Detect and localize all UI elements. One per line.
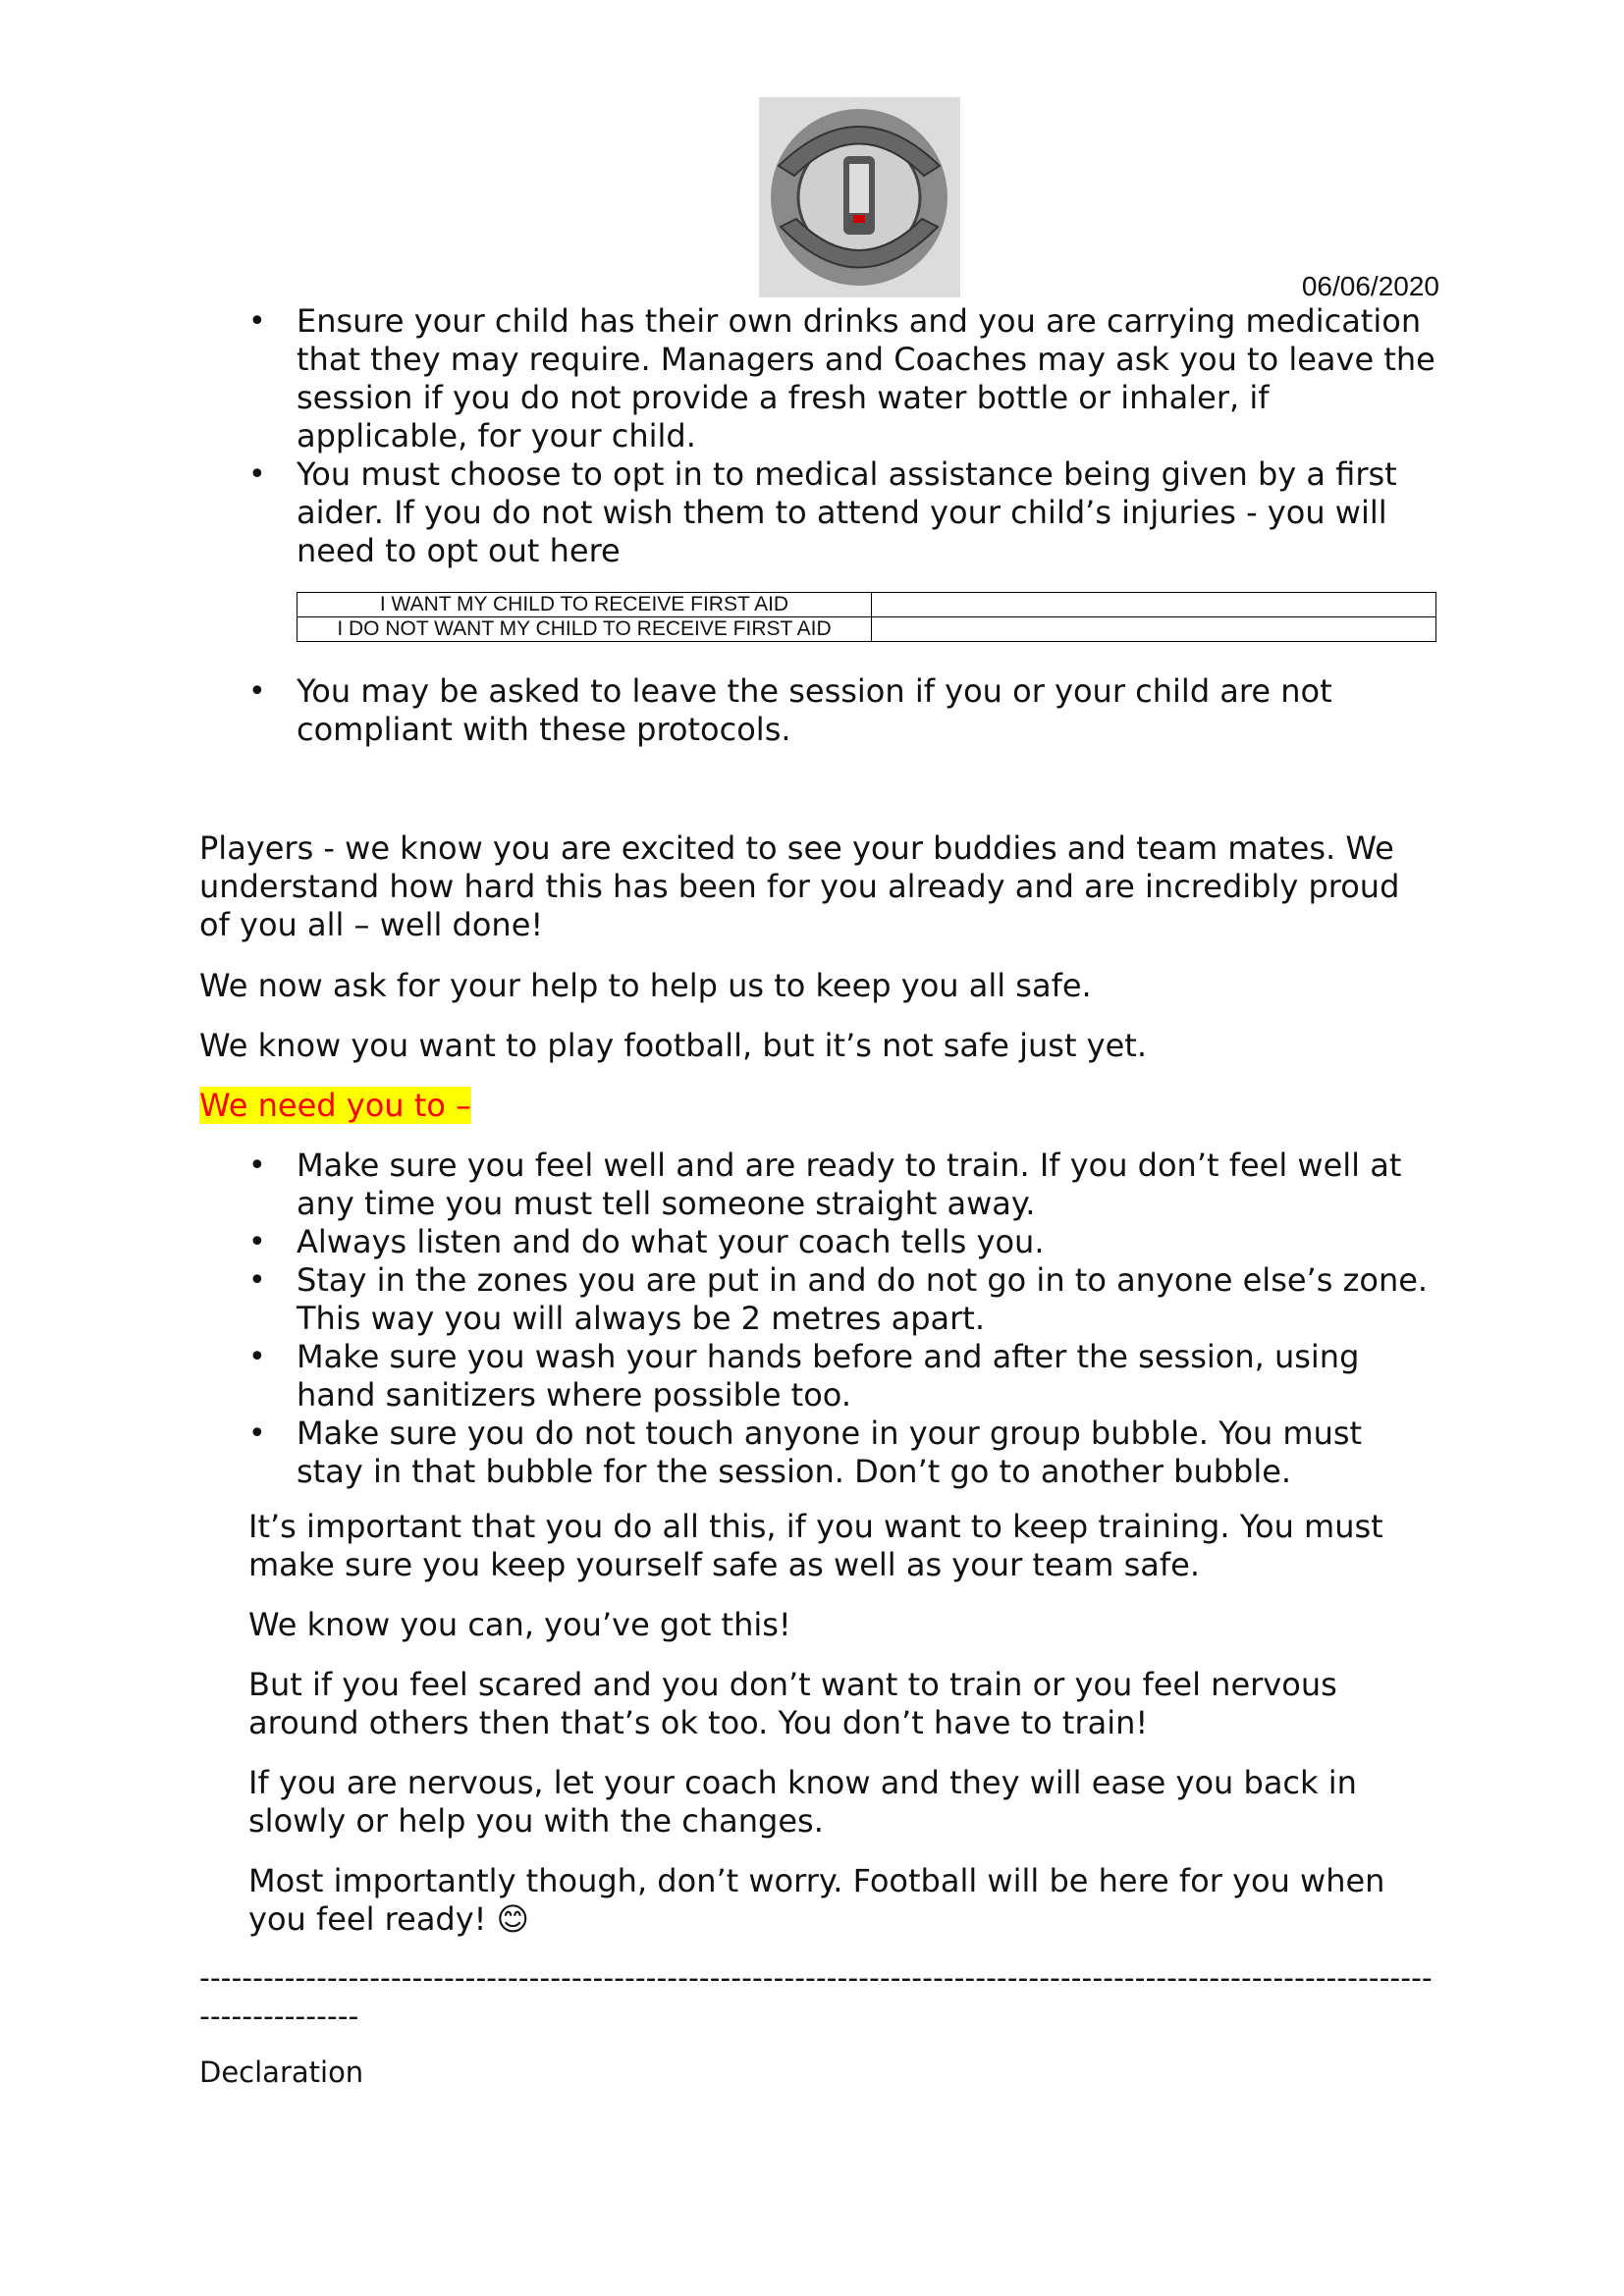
players-worry: Most importantly though, don’t worry. Football will be here for you when you feel ready! 😊 (248, 1862, 1385, 1938)
players-can: We know you can, you’ve got this! (248, 1606, 791, 1643)
need-heading (199, 1087, 1437, 1125)
list-item: • Make sure you wash your hands before and after the session, using hand sanitizers where possible too. (248, 1338, 1360, 1414)
bullet-icon: • (248, 457, 266, 492)
players-nervous: If you are nervous, let your coach know and they will ease you back in slowly or help you with the changes. (248, 1764, 1357, 1840)
bullet-icon: • (248, 1263, 266, 1298)
table-row (298, 617, 1436, 642)
players-intro: Players - we know you are excited to see your buddies and team mates. We understand how hard this has been for you already and are incredibly proud of you all – well done! (199, 829, 1400, 943)
bullet-icon: • (248, 1416, 266, 1451)
club-logo (759, 97, 960, 297)
compliance-bullet-list (0, 672, 1624, 749)
highlighted-heading: We need you to – (199, 1087, 472, 1124)
separator-line: ----------------------------------------------------------------------------------------------------------------------------------- (199, 1961, 1433, 2034)
first-aid-opt-in-label: I WANT MY CHILD TO RECEIVE FIRST AID (298, 593, 872, 617)
list-item: • Stay in the zones you are put in and do not go in to anyone else’s zone. This way you will always be 2 metres apart. (248, 1261, 1429, 1337)
list-item: • Make sure you do not touch anyone in your group bubble. You must stay in that bubble for the session. Don’t go to another bubble. (248, 1415, 1363, 1490)
bullet-icon: • (248, 1148, 266, 1183)
players-not-safe: We know you want to play football, but it’s not safe just yet. (199, 1027, 1147, 1064)
bullet-icon: • (248, 674, 266, 709)
players-scared: But if you feel scared and you don’t want to train or you feel nervous around others then that’s ok too. You don’t have to train! (248, 1666, 1337, 1741)
first-aid-consent-table (297, 592, 1436, 642)
list-item: • You may be asked to leave the session if you or your child are not compliant with these protocols. (248, 672, 1332, 748)
list-item: • Always listen and do what your coach tells you. (248, 1223, 1045, 1260)
declaration-heading: Declaration (199, 2056, 364, 2089)
first-aid-opt-out-label: I DO NOT WANT MY CHILD TO RECEIVE FIRST AID (298, 617, 872, 642)
first-aid-opt-out-cell[interactable] (872, 617, 1436, 642)
table-row (298, 593, 1436, 617)
first-aid-opt-in-cell[interactable] (872, 593, 1436, 617)
document-date: 06/06/2020 (1301, 271, 1439, 301)
player-bullet-list (0, 1147, 1624, 1491)
list-item: • Ensure your child has their own drinks and you are carrying medication that they may require. Managers and Coaches may ask you to leave the session if you do not provide a fresh water bottle or inhaler, if applicable, for your child. (248, 302, 1435, 454)
bullet-icon: • (248, 1340, 266, 1374)
parent-bullet-list (0, 302, 1624, 570)
players-help: We now ask for your help to help us to keep you all safe. (199, 967, 1092, 1004)
players-important: It’s important that you do all this, if you want to keep training. You must make sure you keep yourself safe as well as your team safe. (248, 1508, 1383, 1583)
list-item: • Make sure you feel well and are ready to train. If you don’t feel well at any time you must tell someone straight away. (248, 1147, 1402, 1222)
list-item: • You must choose to opt in to medical assistance being given by a first aider. If you do not wish them to attend your child’s injuries - you will need to opt out here (248, 455, 1397, 569)
bullet-icon: • (248, 304, 266, 339)
bullet-icon: • (248, 1225, 266, 1259)
